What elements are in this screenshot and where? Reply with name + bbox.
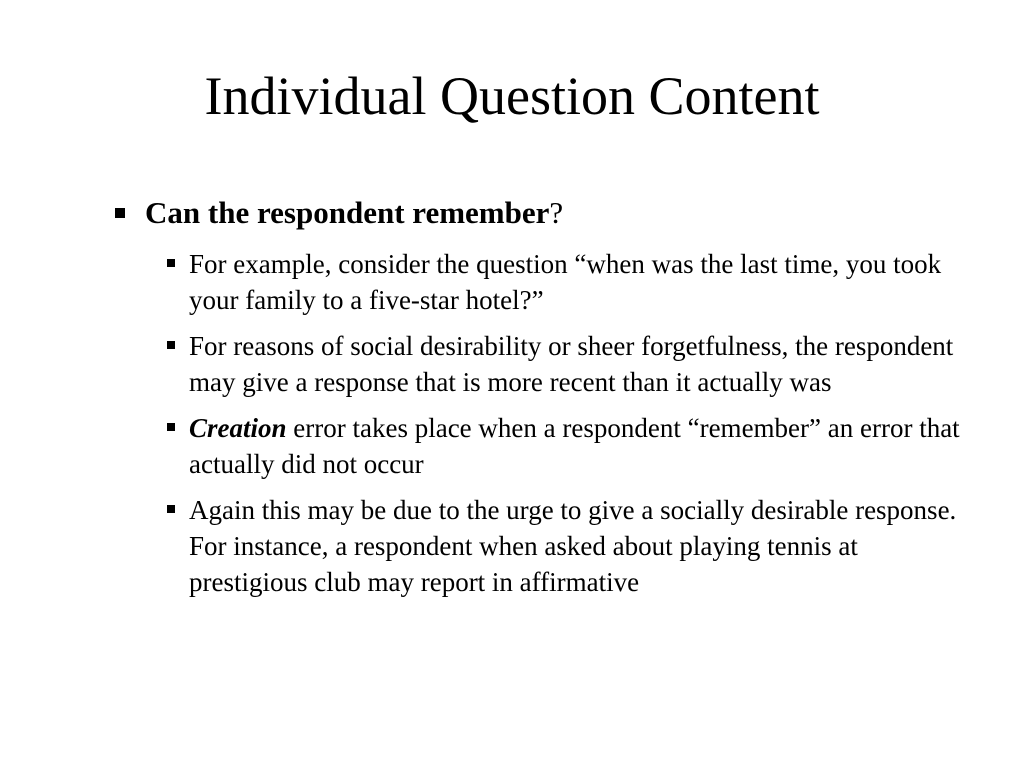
square-bullet-icon (167, 423, 175, 431)
sub-bullet-emphasis: Creation (189, 413, 287, 443)
sub-bullet-text: For reasons of social desirability or sheer forgetfulness, the respondent may give a response that is more recent than it actually was (189, 331, 954, 397)
main-bullet-point (145, 193, 563, 233)
square-bullet-icon (167, 341, 175, 349)
sub-bullet-text: error takes place when a respondent “remember” an error that actually did not occur (189, 413, 960, 479)
square-bullet-icon (167, 505, 175, 513)
main-point-suffix: ? (549, 195, 564, 230)
square-bullet-icon (167, 259, 175, 267)
sub-bullet-text: For example, consider the question “when was the last time, you took your family to a five-star hotel?” (189, 249, 942, 315)
sub-bullet-text: Again this may be due to the urge to give a socially desirable response. For instance, a respondent when asked about playing tennis at prestigious club may report in affirmative (189, 495, 957, 597)
square-bullet-icon (115, 208, 125, 218)
slide-title: Individual Question Content (204, 66, 820, 126)
sub-bullet-item (189, 492, 979, 600)
sub-bullet-list (189, 246, 979, 610)
sub-bullet-item (189, 328, 979, 400)
main-point-bold-text: Can the respondent remember (145, 195, 550, 230)
sub-bullet-item (189, 246, 979, 318)
sub-bullet-item (189, 410, 979, 482)
